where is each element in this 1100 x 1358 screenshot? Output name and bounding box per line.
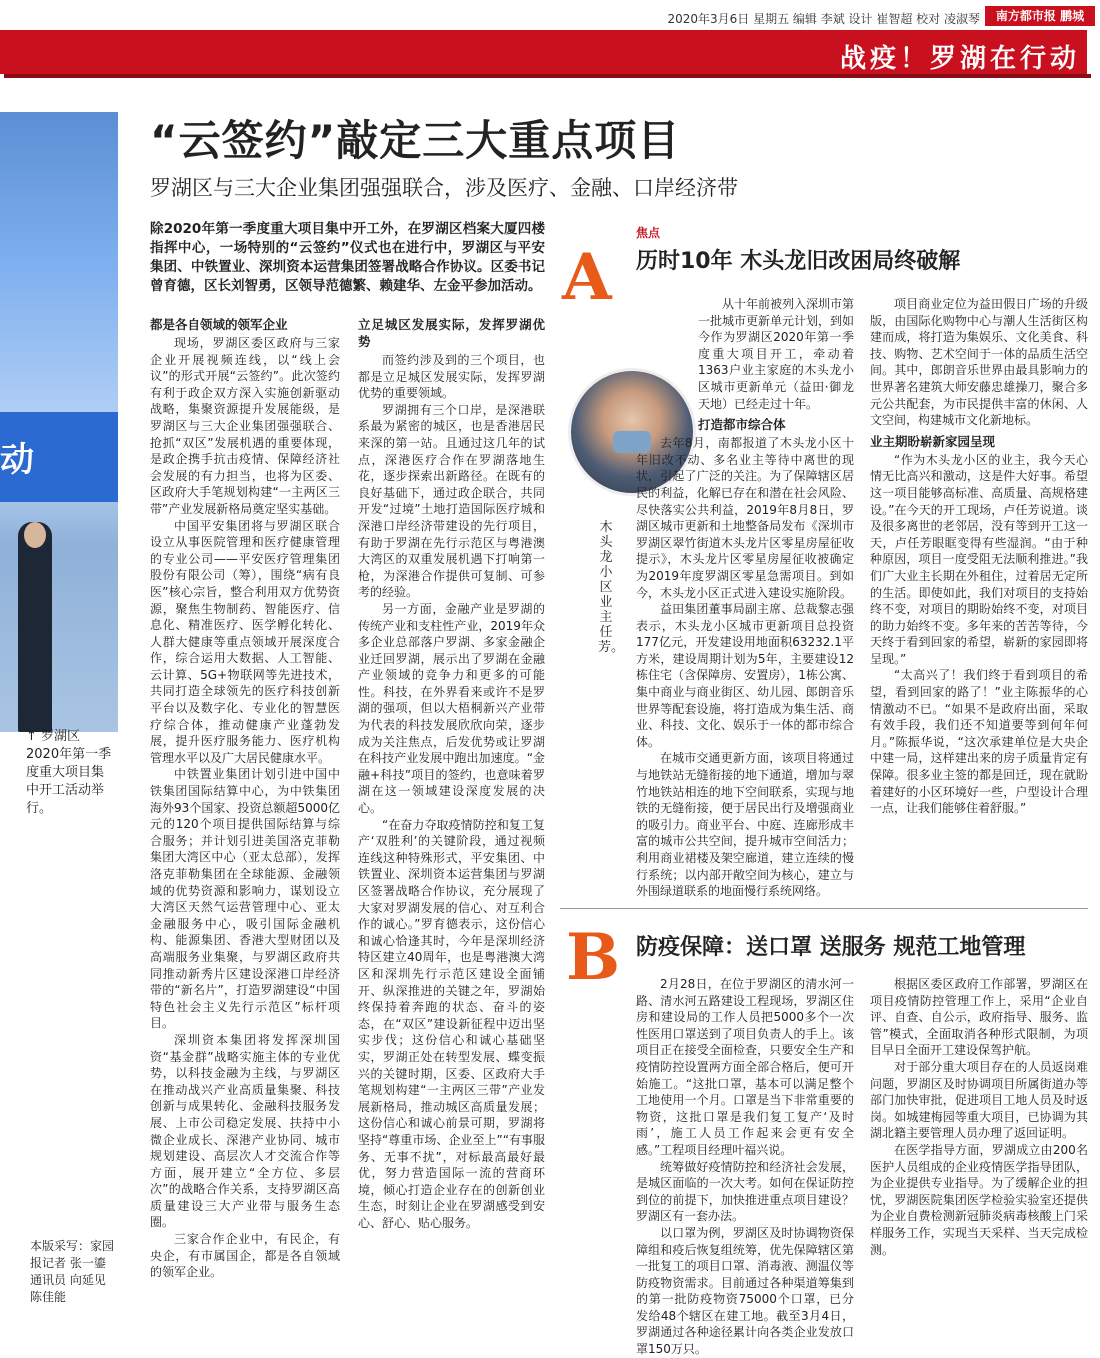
paragraph: 中国平安集团将与罗湖区联合设立从事医院管理和医疗健康管理的专业公司——平安医疗管理集团股份有限公司（筹），围绕“病有良医”核心宗旨，整合利用双方优势资源，聚焦生物制药、智能医疗、信息化、精准医疗、医学孵化转化、人群大健康等重点领域开展深度合作，综合运用大数据、人工智能、云计算、5G+物联网等先进技术，共同打造全球领先的医疗科技创新平台以及数字化、专业化的智慧医疗综合体，推动健康产业蓬勃发展，提升医疗服务能力、医疗机构管理水平以及广大居民健康水平。: [150, 518, 340, 765]
paragraph: 项目商业定位为益田假日广场的升级版，由国际化购物中心与潮人生活街区构建而成，将打造为集娱乐、文化美食、科技、购物、艺术空间于一体的品质生活空间。其中，郎朗音乐世界由最具影响力的世界著名建筑大师安藤忠雄操刀，聚合多元公共配套，为市民提供丰富的休闲、人文空间，构建城市文化新地标。: [870, 297, 1088, 428]
paragraph: 中铁置业集团计划引进中国中铁集团国际结算中心，为中铁集团海外93个国家、投资总额超5000亿元的120个项目提供国际结算与综合服务；并计划引进美国洛克菲勒集团大湾区中心（亚太总部），发挥洛克菲勒集团在全球能源、金融领域的优势资源和影响力，谋划设立大湾区天然气运营管理中心、亚太金融服务中心，吸引国际金融机构、能源集团、香港大型财团以及高端服务业集聚，与罗湖区政府共同推动新秀片区建设深港口岸经济带的“新名片”，打造罗湖建设“中国特色社会主义先行示范区”标杆项目。: [150, 767, 340, 1031]
paragraph: 三家合作企业中，有民企，有央企，有市属国企，都是各自领域的领军企业。: [150, 1232, 340, 1280]
paragraph: 统筹做好疫情防控和经济社会发展，是城区面临的一次大考。如何在保证防控到位的前提下，加快推进重点项目建设？罗湖区有一套办法。: [636, 1159, 854, 1224]
subheading: 业主期盼崭新家园呈现: [870, 433, 996, 449]
paragraph: 在医学指导方面，罗湖成立由200名医护人员组成的企业疫情医学指导团队，为企业提供专业指导。为了缓解企业的担忧，罗湖医院集团医学检验实验室还提供为企业自费检测新冠肺炎病毒核酸上门采样服务工作，实现当天采样、当天完成检测。: [870, 1142, 1088, 1257]
story-column-1: [150, 312, 340, 1342]
sub-headline: 罗湖区与三大企业集团强强联合，涉及医疗、金融、口岸经济带: [150, 176, 738, 200]
paragraph: 益田集团董事局副主席、总裁黎志强表示，木头龙小区城市更新项目总投资177亿元，开发建设用地面积63232.1平方米，建设周期计划为5年，主要建设12栋住宅（含保障房、安置房），1栋公寓、集中商业与商业街区、幼儿园、郎朗音乐世界等配套设施，将打造成为集生活、商业、科技、文化、娱乐于一体的都市综合体。: [636, 602, 854, 749]
main-headline: “云签约”敲定三大重点项目: [150, 116, 681, 165]
story-b-column-1: [636, 976, 854, 1357]
section-letter-b: B: [566, 920, 621, 995]
event-photo: [0, 112, 118, 732]
story-b-column-2: [870, 976, 1088, 1344]
paragraph: “太高兴了！我们终于看到项目的希望，看到回家的路了！”业主陈振华的心情激动不已。“如果不是政府出面，采取有效手段，我们还不知道要等到何年何月。”陈振华说，“这次承建单位是大央企中建一局，这样建出来的房子质量肯定有保障。很多业主签的都是回迁，现在就盼着建好的小区环境好一些，户型设计合理一点，让我们能够住着舒服。”: [870, 668, 1088, 816]
story-b-title: 防疫保障：送口罩 送服务 规范工地管理: [636, 935, 1026, 960]
paragraph: 深圳资本集团将发挥深圳国资“基金群”战略实施主体的专业优势，以科技金融为主线，与罗湖区在推动战兴产业高质量集聚、科技创新与成果转化、金融科技服务发展、上市公司稳定发展、扶持中小微企业成长、深港产业协同、城市规划建设、高层次人才交流合作等方面，展开建立“全方位、多层次”的战略合作关系，支持罗湖区高质量建设三大产业带与服务生态圈。: [150, 1032, 340, 1230]
portrait-caption: 木头龙小区业主任芳。: [598, 520, 625, 655]
paragraph: 根据区委区政府工作部署，罗湖区在项目疫情防控管理工作上，采用“企业自评、自查、自公示，政府指导、服务、监管”模式，全面取消各种形式限制，为项目早日全面开工建设保驾护航。: [870, 977, 1088, 1058]
subheading: 打造都市综合体: [698, 417, 786, 433]
photo-caption: ↑ 罗湖区2020年第一季度重大项目集中开工活动举行。: [26, 729, 112, 816]
story-column-2: [358, 312, 545, 1342]
section-letter-a: A: [562, 240, 612, 315]
paragraph: 另一方面，金融产业是罗湖的传统产业和支柱性产业，2019年众多企业总部落户罗湖、多家金融企业迁回罗湖，展示出了罗湖在金融产业领域的竞争力和更多的可能性。科技，在外界看来或许不是罗湖的强项，但以大梧桐新兴产业带为代表的科技发展欣欣向荣，逐步成为关注焦点，后发优势或让罗湖在科技产业发展中跑出加速度。“金融+科技”项目的签约，也意味着罗湖在这一领域建设深度发展的决心。: [358, 601, 545, 816]
paragraph: 现场，罗湖区委区政府与三家企业开展视频连线，以“线上会议”的形式开展“云签约”。此次签约有利于政企双方深入实施创新驱动战略，集聚资源提升发展能级，是罗湖区与三大企业集团强强联合、抢抓“双区”发展机遇的重要体现，是政企携手抗击疫情、保障经济社会发展的有力担当，也将为区委、区政府大手笔规划构建“一主两区三带”产业发展新格局奠定坚实基础。: [150, 336, 340, 516]
story-a-title: 历时10年 木头龙旧改困局终破解: [636, 249, 961, 274]
paragraph: 去年8月，南都报道了木头龙小区十年旧改不动、多名业主等待中离世的现状，引起了广泛的关注。为了保障辖区居民的利益，化解已存在和潜在社会风险、尽快落实公共利益，2019年8月8日，罗湖区城市更新和土地整备局发布《深圳市罗湖区翠竹街道木头龙片区零星房屋征收提示》，木头龙片区零星房屋征收被确定为2019年度罗湖区零星急需项目。到如今，木头龙小区正式进入建设实施阶段。: [636, 436, 854, 600]
dateline: 2020年3月6日 星期五 编辑 李斌 设计 崔智超 校对 凌淑琴: [667, 12, 980, 26]
newspaper-logo: 南方都市报 鹏城: [985, 6, 1095, 26]
paragraph: 2月28日，在位于罗湖区的清水河一路、清水河五路建设工程现场，罗湖区住房和建设局的工作人员把5000多个一次性医用口罩送到了项目负责人的手上。该项目正在接受全面检查，只要安全生产和疫情防控设置两方面全部合格后，便可开始施工。“这批口罩，基本可以满足整个工地使用一个月。口罩是当下非常重要的物资，这批口罩是我们复工复产‘及时雨’，施工人员工作起来会更有安全感。”工程项目经理叶福兴说。: [636, 977, 854, 1157]
byline-credit: 本版采写：家园报记者 张一鎏 通讯员 向延见 陈佳能: [30, 1239, 115, 1304]
stage-text: 动: [0, 440, 34, 480]
paragraph: “在奋力夺取疫情防控和复工复产‘双胜利’的关键阶段，通过视频连线这种特殊形式，平安集团、中铁置业、深圳资本运营集团与罗湖区签署战略合作协议，充分展现了大家对罗湖发展的信心、对互利合作的诚心。”罗育德表示，这份信心和诚心恰逢其时，今年是深圳经济特区建立40周年，也是粤港澳大湾区和深圳先行示范区建设全面铺开、纵深推进的关键之年，罗湖始终保持着奔跑的状态、奋斗的姿态，在“双区”建设新征程中迈出坚实步伐；这份信心和诚心基础坚实，罗湖正处在转型发展、蝶变振兴的关键时期，区委、区政府大手笔规划构建“一主两区三带”产业发展新格局，推动城区高质量发展；这份信心和诚心前景可期，罗湖将坚持“尊重市场、企业至上”“有事服务、无事不扰”，对标最高最好最优，努力营造国际一流的营商环境，倾心打造企业存在的创新创业生态，时刻让企业在罗湖感受到安心、舒心、贴心服务。: [358, 817, 545, 1230]
subheading: 立足城区发展实际，发挥罗湖优势: [358, 317, 545, 349]
kicker-label: 焦点: [636, 226, 661, 240]
paragraph: 以口罩为例，罗湖区及时协调物资保障组和疫后恢复组统筹，优先保障辖区第一批复工的项目口罩、消毒液、测温仪等防疫物资需求。目前通过各种渠道筹集到的第一批防疫物资75000个口罩，已分发给48个辖区在建工地。截至3月4日，罗湖通过各种途径累计向各类企业发放口罩150万只。: [636, 1225, 854, 1357]
section-divider: [560, 908, 1088, 909]
paragraph: “作为木头龙小区的业主，我今天心情无比高兴和激动，这是件大好事。希望这一项目能够高标准、高质量、高规格建设。”在今天的开工现场，卢任芳说道。谈及很多离世的老邻居，没有等到开工这一天，卢任芳眼眶变得有些湿润。“由于种种原因，项目一度受阻无法顺利推进。”我们广大业主长期在外租住，过着居无定所的生活。即使如此，我们对项目的支持始终不变，对项目的期盼始终不变，对项目的助力始终不变。多年来的苦苦等待，今天终于看到回家的希望，崭新的家园即将呈现。”: [870, 452, 1088, 666]
paragraph: 从十年前被列入深圳市第一批城市更新单元计划，到如今作为罗湖区2020年第一季度重大项目开工，牵动着1363户业主家庭的木头龙小区城市更新单元（益田·御龙天地）已经走过十年。: [698, 297, 855, 411]
paragraph: 对于部分重大项目存在的人员返岗难问题，罗湖区及时协调项目所属街道办等部门加快审批，促进项目工地人员及时返岗。如城建梅园等重大项目，已协调为其湖北籍主要管理人员办理了返回证明。: [870, 1059, 1088, 1141]
story-a-column-2: [870, 296, 1088, 896]
paragraph: 而签约涉及到的三个项目，也都是立足城区发展实际，发挥罗湖优势的重要领域。: [358, 353, 545, 401]
person-head: [24, 522, 46, 548]
section-title: 战疫！罗湖在行动: [839, 44, 1080, 74]
subheading: 都是各自领域的领军企业: [150, 317, 288, 332]
story-a-column-1: [636, 296, 855, 899]
paragraph: 在城市交通更新方面，该项目将通过与地铁站无缝衔接的地下通道，增加与翠竹地铁站相连的地下空间联系，实现与地铁的无缝衔接，便于居民出行及增强商业的吸引力。商业平台、中庭、连廊形成丰富的城市公共空间，提升城市空间活力；利用商业裙楼及架空廊道，建立连续的慢行系统；以内部开敞空间为核心，建立与外围绿道联系的地面慢行系统网络。: [636, 751, 854, 899]
paragraph: 罗湖拥有三个口岸，是深港联系最为紧密的城区，也是香港居民来深的第一站。且通过这几年的试点，深港医疗合作在罗湖落地生花，逐步探索出新路径。在既有的良好基础下，通过政企联合，共同开发“过境”土地打造国际医疗城和深港口岸经济带建设的先行项目，有助于罗湖在先行示范区与粤港澳大湾区的双重发展机遇下打响第一枪，为深港合作提供可复制、可参考的经验。: [358, 402, 545, 600]
person-figure: [18, 522, 52, 732]
lead-paragraph: 除2020年第一季度重大项目集中开工外，在罗湖区档案大厦四楼指挥中心，一场特别的“云签约”仪式也在进行中，罗湖区与平安集团、中铁置业、深圳资本运营集团签署战略合作协议。区委书记曾育德，区长刘智勇，区领导范德繁、赖建华、左金平参加活动。: [150, 221, 545, 294]
